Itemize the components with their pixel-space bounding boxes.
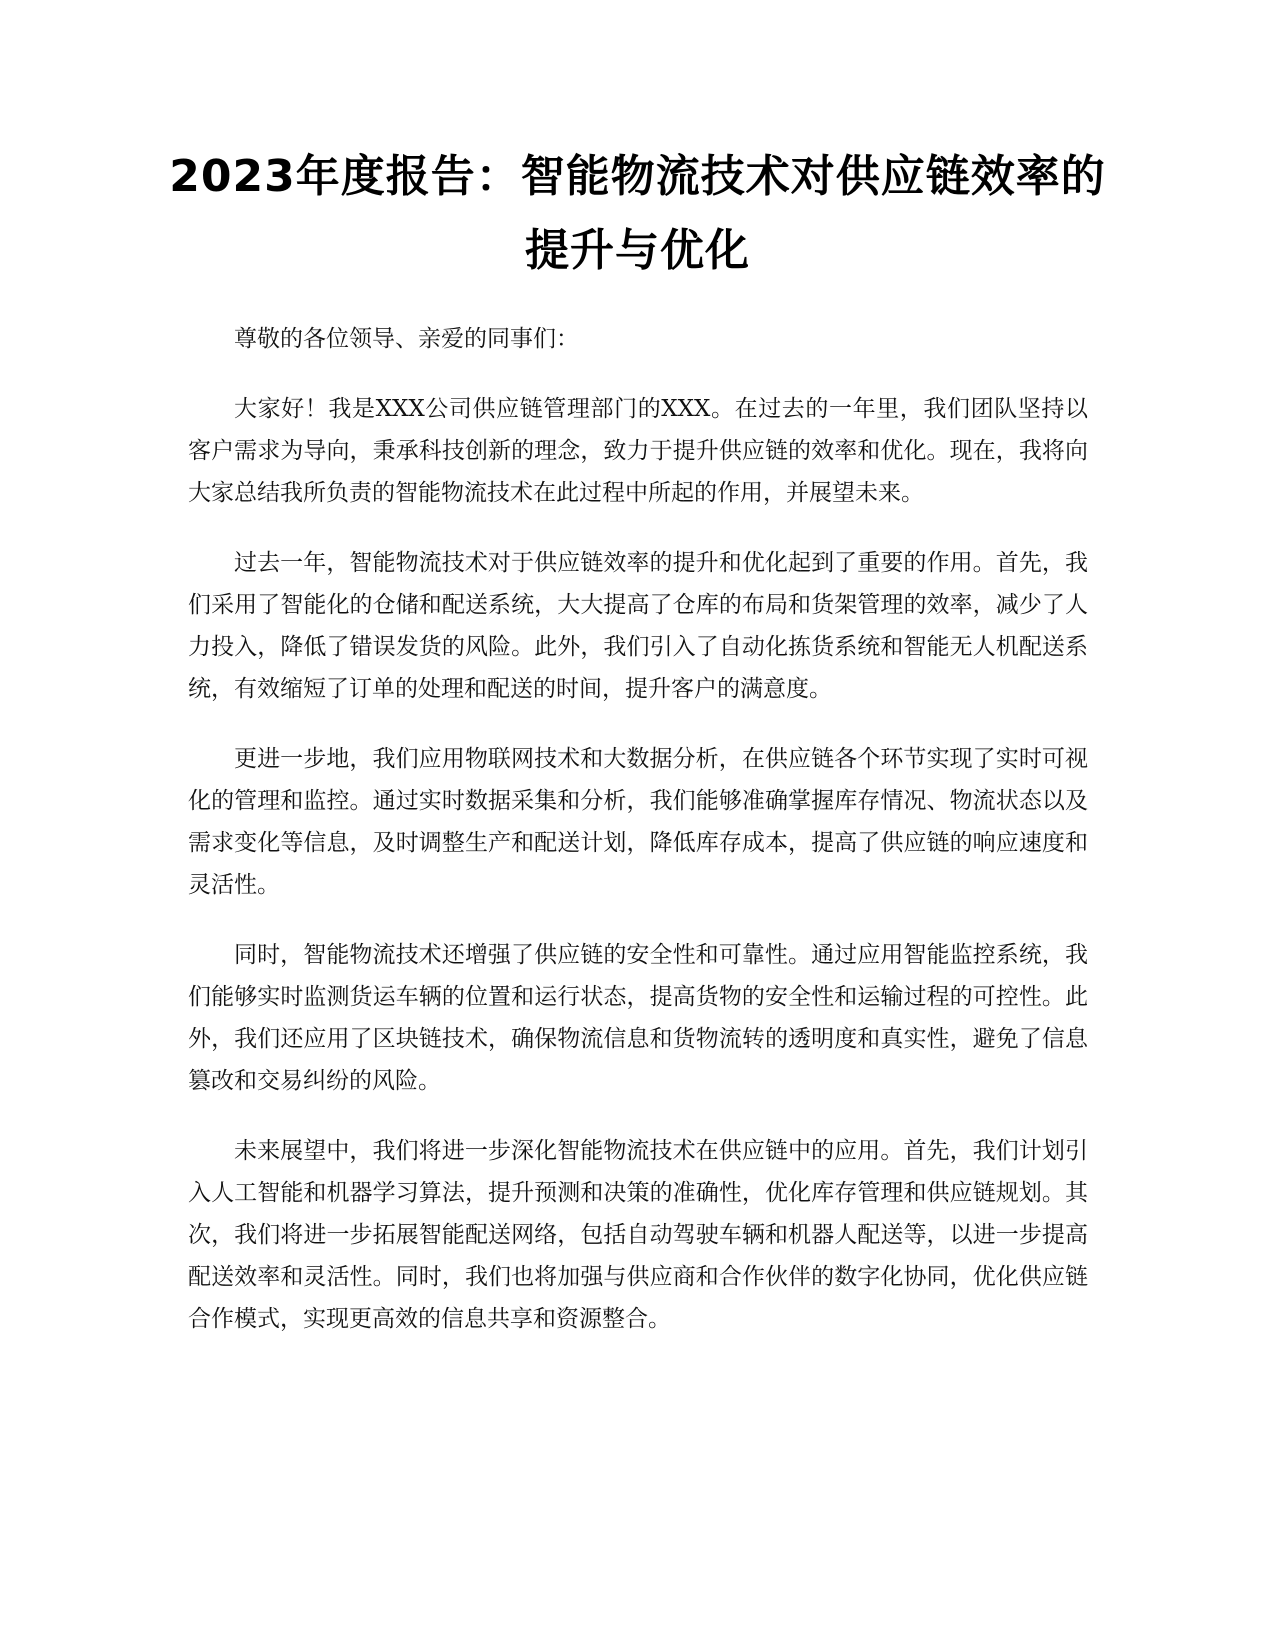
body-paragraph: 同时，智能物流技术还增强了供应链的安全性和可靠性。通过应用智能监控系统，我们能够实时监测货运车辆的位置和运行状态，提高货物的安全性和运输过程的可控性。此外，我们还应用了区块链技术，确保物流信息和货物流转的透明度和真实性，避免了信息篡改和交易纠纷的风险。	[188, 942, 1088, 1094]
body-paragraph: 大家好！我是XXX公司供应链管理部门的XXX。在过去的一年里，我们团队坚持以客户需求为导向，秉承科技创新的理念，致力于提升供应链的效率和优化。现在，我将向大家总结我所负责的智能物流技术在此过程中所起的作用，并展望未来。	[188, 396, 1088, 506]
greeting-paragraph: 尊敬的各位领导、亲爱的同事们：	[234, 326, 579, 352]
body-paragraph: 更进一步地，我们应用物联网技术和大数据分析，在供应链各个环节实现了实时可视化的管理和监控。通过实时数据采集和分析，我们能够准确掌握库存情况、物流状态以及需求变化等信息，及时调整生产和配送计划，降低库存成本，提高了供应链的响应速度和灵活性。	[188, 746, 1088, 898]
body-paragraph: 过去一年，智能物流技术对于供应链效率的提升和优化起到了重要的作用。首先，我们采用了智能化的仓储和配送系统，大大提高了仓库的布局和货架管理的效率，减少了人力投入，降低了错误发货的风险。此外，我们引入了自动化拣货系统和智能无人机配送系统，有效缩短了订单的处理和配送的时间，提升客户的满意度。	[188, 550, 1088, 702]
document-title: 2023年度报告：智能物流技术对供应链效率的提升与优化	[169, 151, 1106, 276]
document-body	[188, 318, 1088, 1368]
body-paragraph: 未来展望中，我们将进一步深化智能物流技术在供应链中的应用。首先，我们计划引入人工智能和机器学习算法，提升预测和决策的准确性，优化库存管理和供应链规划。其次，我们将进一步拓展智能配送网络，包括自动驾驶车辆和机器人配送等，以进一步提高配送效率和灵活性。同时，我们也将加强与供应商和合作伙伴的数字化协同，优化供应链合作模式，实现更高效的信息共享和资源整合。	[188, 1138, 1088, 1332]
